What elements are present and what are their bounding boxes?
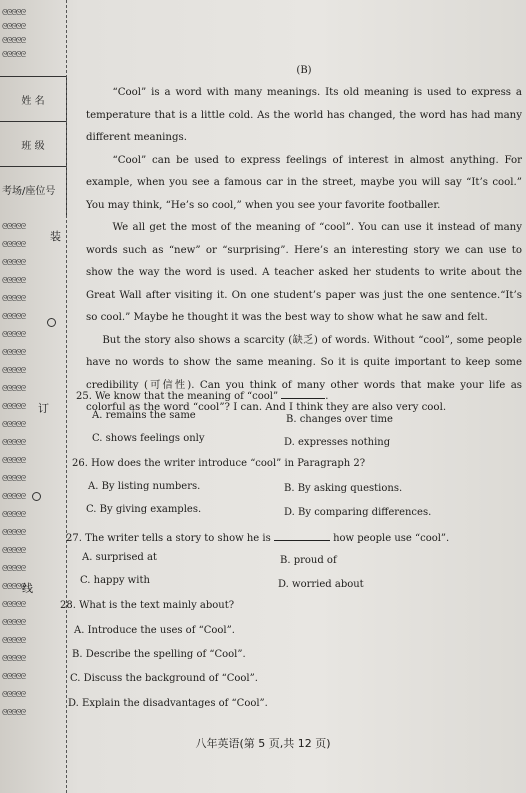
student-info-box (0, 76, 67, 215)
reading-passage (86, 62, 522, 420)
option-c[interactable]: C. Discuss the background of “Cool”. (70, 673, 258, 684)
margin-pattern: ᘓᘓᘓᘓᘓ (2, 492, 26, 501)
binding-hole-icon (47, 318, 56, 327)
option-a[interactable]: A. Introduce the uses of “Cool”. (74, 625, 235, 636)
class-label: 班 级 (21, 140, 45, 152)
answer-blank[interactable] (281, 388, 325, 399)
margin-pattern: ᘓᘓᘓᘓᘓ (2, 330, 26, 339)
option-c[interactable]: C. happy with (80, 575, 150, 586)
binding-char-ding: 订 (38, 402, 49, 415)
question-stem: 27. The writer tells a story to show he is (66, 533, 271, 544)
margin-pattern: ᘓᘓᘓᘓᘓ (2, 276, 26, 285)
binding-char-xian: 线 (22, 582, 33, 595)
paragraph-4: But the story also shows a scarcity (缺乏) of words. Without “cool”, some people have no words to show the same meaning. So it is quite important to keep some credibility (可信性). Can you think of many other words that make your life as colorful as the word “cool”? I can. And I think they are also very cool. (86, 334, 522, 413)
option-a[interactable]: A. By listing numbers. (88, 481, 201, 492)
margin-pattern: ᘓᘓᘓᘓᘓ (2, 348, 26, 357)
option-d[interactable]: D. Explain the disadvantages of “Cool”. (68, 698, 268, 709)
margin-pattern: ᘓᘓᘓᘓᘓ (2, 312, 26, 321)
margin-pattern: ᘓᘓᘓᘓᘓ (2, 402, 26, 411)
question-stem: 28. What is the text mainly about? (60, 600, 235, 611)
question-28 (60, 600, 234, 611)
margin-pattern: ᘓᘓᘓᘓᘓ (2, 8, 26, 17)
margin-pattern: ᘓᘓᘓᘓᘓ (2, 564, 26, 573)
margin-pattern: ᘓᘓᘓᘓᘓ (2, 36, 26, 45)
option-d[interactable]: D. By comparing differences. (284, 507, 432, 518)
option-c[interactable]: C. shows feelings only (92, 433, 205, 444)
question-stem-end: . (325, 391, 329, 402)
margin-pattern: ᘓᘓᘓᘓᘓ (2, 546, 26, 555)
paragraph-3: We all get the most of the meaning of “cool”. You can use it instead of many words such as “new” or “surprising”. Here’s an interesting story we can use to show the way the word is used. A teacher asked her students to write about the Great Wall after visiting it. On one student’s paper was just the one sentence.“It’s so cool.” Maybe he thought it was the best way to show what he saw and felt. (86, 222, 522, 323)
name-label: 姓 名 (21, 95, 45, 107)
margin-pattern: ᘓᘓᘓᘓᘓ (2, 690, 26, 699)
name-field[interactable] (0, 77, 66, 122)
margin-pattern: ᘓᘓᘓᘓᘓ (2, 420, 26, 429)
margin-pattern: ᘓᘓᘓᘓᘓ (2, 618, 26, 627)
margin-pattern: ᘓᘓᘓᘓᘓ (2, 240, 26, 249)
margin-pattern: ᘓᘓᘓᘓᘓ (2, 528, 26, 537)
option-d[interactable]: D. worried about (278, 579, 364, 590)
page-footer: 八年英语(第 5 页,共 12 页) (195, 737, 331, 750)
question-stem: 26. How does the writer introduce “cool” in Paragraph 2? (72, 458, 366, 469)
question-25 (76, 388, 328, 402)
section-title: (B) (296, 65, 312, 76)
margin-pattern: ᘓᘓᘓᘓᘓ (2, 654, 26, 663)
cut-line (66, 0, 67, 793)
paragraph-1: “Cool” is a word with many meanings. Its old meaning is used to express a temperature that is a little cold. As the world has changed, the word has had many different meanings. (86, 87, 522, 143)
answer-blank[interactable] (274, 530, 330, 541)
binding-margin (0, 0, 70, 793)
margin-pattern: ᘓᘓᘓᘓᘓ (2, 22, 26, 31)
question-stem-end: how people use “cool”. (333, 533, 450, 544)
margin-pattern: ᘓᘓᘓᘓᘓ (2, 294, 26, 303)
margin-pattern: ᘓᘓᘓᘓᘓ (2, 582, 26, 591)
class-field[interactable] (0, 122, 66, 167)
margin-pattern: ᘓᘓᘓᘓᘓ (2, 456, 26, 465)
margin-pattern: ᘓᘓᘓᘓᘓ (2, 438, 26, 447)
option-a[interactable]: A. surprised at (82, 552, 157, 563)
question-stem: 25. We know that the meaning of “cool” (76, 391, 279, 402)
binding-hole-icon (32, 492, 41, 501)
margin-pattern: ᘓᘓᘓᘓᘓ (2, 384, 26, 393)
paragraph-2: “Cool” can be used to express feelings of interest in almost anything. For example, when you see a famous car in the street, maybe you will say “It’s cool.” You may think, “He’s so cool,” when you see your favorite footballer. (86, 154, 522, 211)
question-27 (66, 530, 449, 544)
margin-pattern: ᘓᘓᘓᘓᘓ (2, 510, 26, 519)
margin-pattern: ᘓᘓᘓᘓᘓ (2, 708, 26, 717)
margin-pattern: ᘓᘓᘓᘓᘓ (2, 50, 26, 59)
option-b[interactable]: B. Describe the spelling of “Cool”. (72, 649, 246, 660)
seat-field[interactable] (0, 167, 66, 212)
margin-pattern: ᘓᘓᘓᘓᘓ (2, 258, 26, 267)
margin-pattern: ᘓᘓᘓᘓᘓ (2, 672, 26, 681)
option-b[interactable]: B. proud of (280, 555, 337, 566)
binding-char-zhuang: 装 (50, 230, 61, 243)
seat-label: 考场/座位号 (2, 186, 56, 197)
margin-pattern: ᘓᘓᘓᘓᘓ (2, 222, 26, 231)
margin-pattern: ᘓᘓᘓᘓᘓ (2, 636, 26, 645)
question-26 (72, 458, 365, 469)
option-c[interactable]: C. By giving examples. (86, 504, 202, 515)
margin-pattern: ᘓᘓᘓᘓᘓ (2, 366, 26, 375)
option-d[interactable]: D. expresses nothing (284, 437, 391, 448)
margin-pattern: ᘓᘓᘓᘓᘓ (2, 600, 26, 609)
option-a[interactable]: A. remains the same (92, 410, 196, 421)
margin-pattern: ᘓᘓᘓᘓᘓ (2, 474, 26, 483)
option-b[interactable]: B. changes over time (286, 414, 393, 425)
option-b[interactable]: B. By asking questions. (284, 483, 403, 494)
